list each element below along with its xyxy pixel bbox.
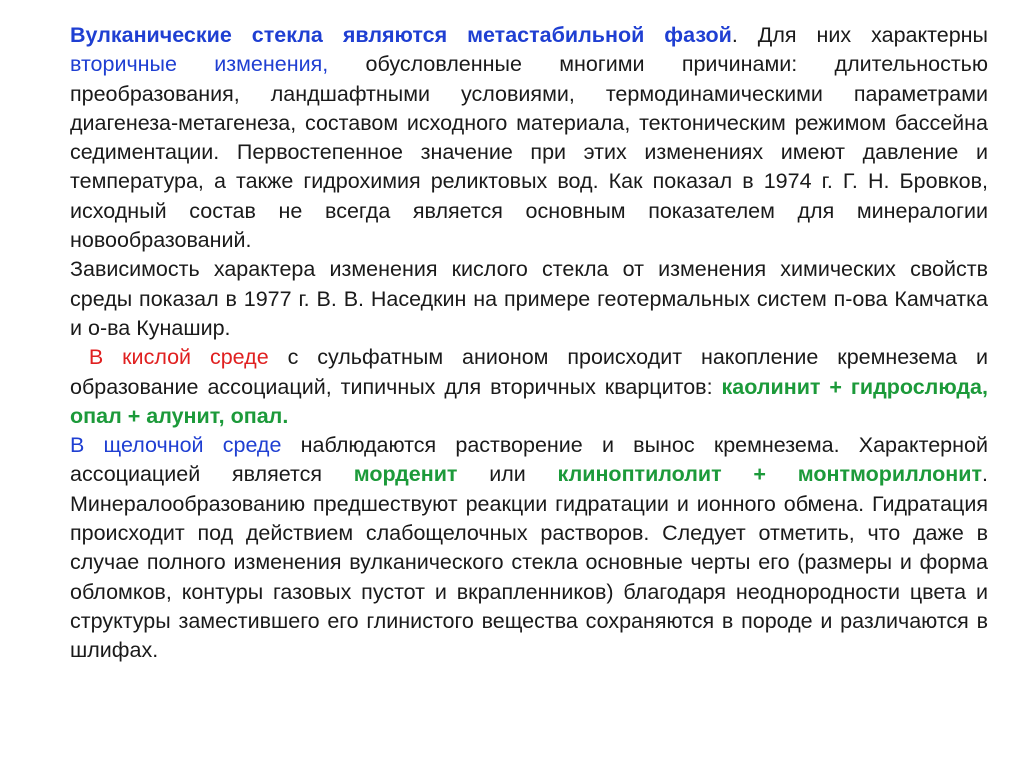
text-segment: . Для них характерны <box>731 23 989 47</box>
paragraph-nasedkin <box>70 255 988 343</box>
text-segment: Зависимость характера изменения кислого стекла от изменения химических свойств среды показал в 1977 г. В. В. Наседкин на примере геотермальных систем п-ова Камчатка и о-ва Кунашир. <box>70 257 988 340</box>
term-secondary-changes: вторичные изменения, <box>70 52 329 77</box>
text-segment: . Минералообразованию предшествуют реакции гидратации и ионного обмена. Гидратация происходит под действием слабощелочных растворов. Следует отметить, что даже в случае полного изменения вулканического стекла основные черты его (размеры и форма обломков, контуры газовых пустот и вкрапленников) благодаря неоднородности цвета и структуры заместившего его глинистого вещества сохраняются в породе и различаются в шлифах. <box>70 462 989 663</box>
term-acid-environment: В кислой среде <box>88 345 269 370</box>
term-metastable-phase: Вулканические стекла являются метастабильной фазой <box>70 23 732 47</box>
term-alkaline-environment: В щелочной среде <box>70 433 282 458</box>
text-segment: наблюдаются растворение и вынос кремнезема. Характерной ассоциацией является <box>70 433 988 487</box>
mineral-mordenite: морденит <box>353 462 458 487</box>
paragraph-alkaline-environment <box>70 431 988 665</box>
mineral-association-clinoptilolite: клиноптилолит + монтмориллонит <box>557 462 983 487</box>
paragraph-acid-environment <box>70 343 988 431</box>
text-segment: с сульфатным анионом происходит накопление кремнезема и образование ассоциаций, типичных для вторичных кварцитов: <box>70 345 988 399</box>
paragraph-volcanic-glass <box>70 21 988 255</box>
slide-text-body <box>70 21 988 666</box>
mineral-association-quartzites: каолинит + гидрослюда, опал + алунит, опал. <box>70 374 988 428</box>
text-segment: или <box>457 462 558 487</box>
text-segment: обусловленные многими причинами: длительностью преобразования, ландшафтными условиями, термодинамическими параметрами диагенеза-метагенеза, составом исходного материала, тектоническим режимом бассейна седиментации. Первостепенное значение при этих изменениях имеют давление и температура, а также гидрохимия реликтовых вод. Как показал в 1974 г. Г. Н. Бровков, исходный состав не всегда является основным показателем для минералогии новообразований. <box>70 52 988 253</box>
